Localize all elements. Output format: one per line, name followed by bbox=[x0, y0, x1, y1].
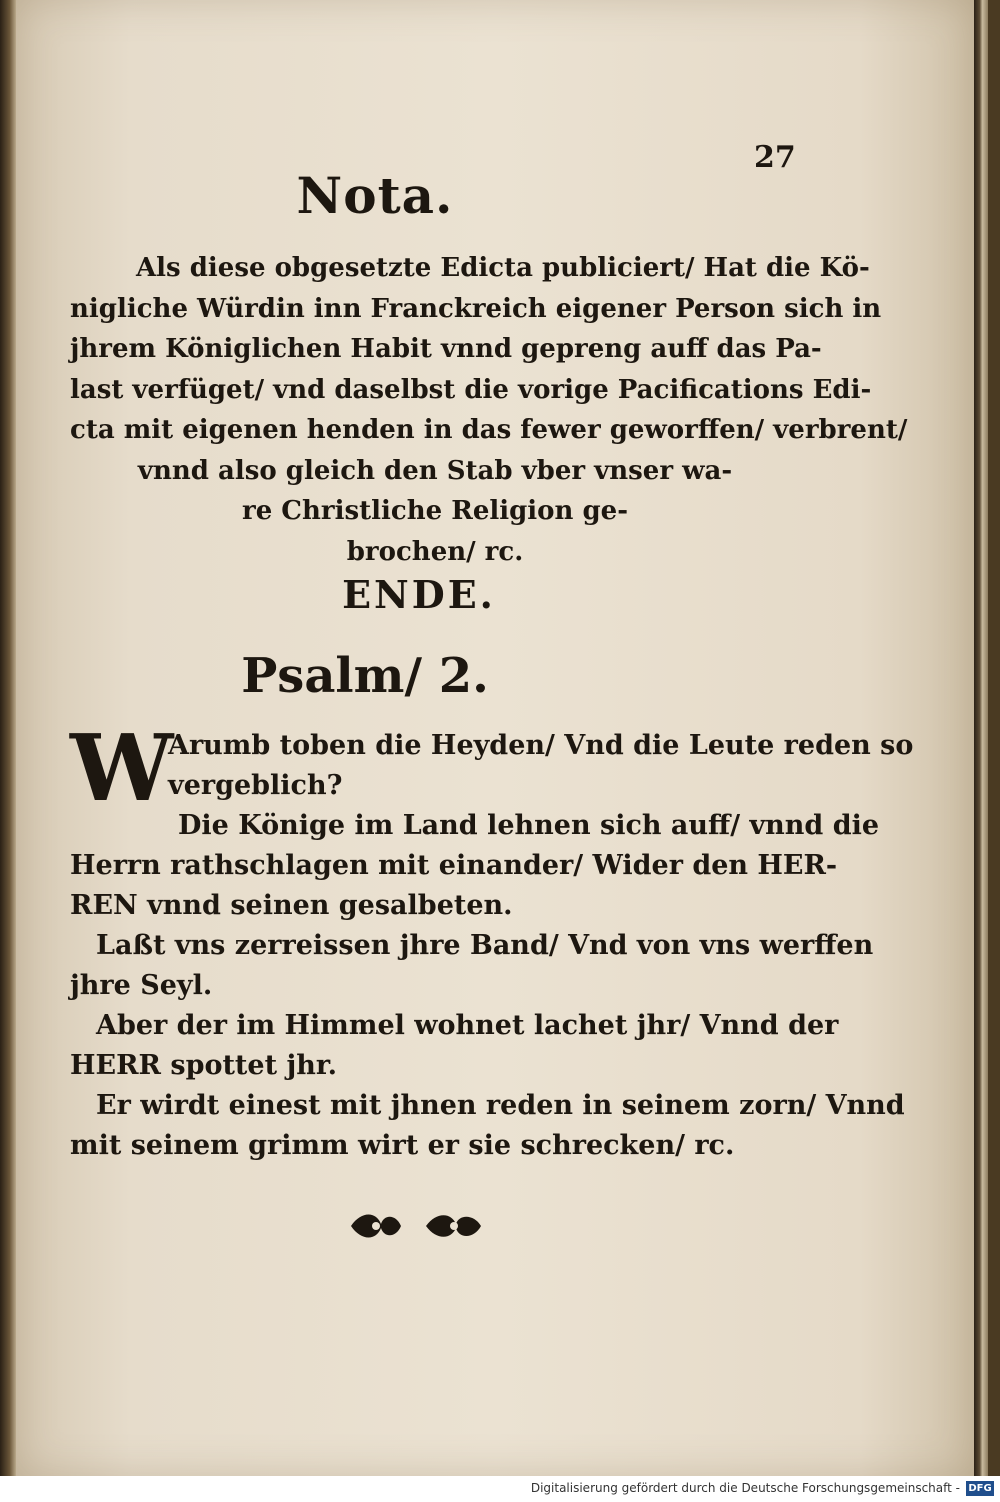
page-title: Nota. bbox=[296, 166, 454, 225]
psalm-line: Laßt vns zerreissen jhre Band/ Vnd von vns werffen bbox=[96, 930, 874, 961]
psalm-line: Aber der im Himmel wohnet lachet jhr/ Vnnd der bbox=[96, 1010, 839, 1041]
nota-line: Als diese obgesetzte Edicta publiciert/ Hat die Kö- bbox=[136, 253, 870, 283]
psalm-line: Arumb toben die Heyden/ Vnd die Leute reden so bbox=[168, 730, 914, 761]
psalm-line: mit seinem grimm wirt er sie schrecken/ rc. bbox=[70, 1130, 735, 1161]
digitization-footer bbox=[0, 1476, 1000, 1502]
psalm-text bbox=[70, 714, 914, 1166]
nota-line: re Christliche Religion ge- bbox=[242, 496, 628, 526]
printer-ornament-icon bbox=[346, 1206, 496, 1246]
psalm-line: Er wirdt einest mit jhnen reden in seinem zorn/ Vnnd bbox=[96, 1090, 905, 1121]
nota-line: nigliche Würdin inn Franckreich eigener Person sich in bbox=[70, 293, 882, 324]
nota-line: jhrem Königlichen Habit vnnd gepreng auff das Pa- bbox=[70, 334, 822, 364]
psalm-line: REN vnnd seinen gesalbeten. bbox=[70, 890, 513, 921]
psalm-line: HERR spottet jhr. bbox=[70, 1050, 337, 1081]
book-page bbox=[16, 0, 974, 1476]
nota-line: cta mit eigenen henden in das fewer geworffen/ verbrent/ bbox=[70, 415, 908, 445]
funding-credit: Digitalisierung gefördert durch die Deutsche Forschungsgemeinschaft - bbox=[530, 1481, 960, 1495]
page-edge bbox=[974, 0, 988, 1476]
nota-line: brochen/ rc. bbox=[346, 536, 524, 567]
psalm-line: Herrn rathschlagen mit einander/ Wider den HER- bbox=[70, 850, 838, 881]
psalm-line: Die Könige im Land lehnen sich auff/ vnnd die bbox=[178, 810, 880, 841]
nota-line: vnnd also gleich den Stab vber vnser wa- bbox=[137, 455, 733, 486]
dfg-logo: DFG bbox=[966, 1481, 994, 1496]
psalm-title: Psalm/ 2. bbox=[241, 648, 489, 704]
ende-heading: ENDE. bbox=[342, 572, 496, 617]
dropcap-letter: W bbox=[70, 714, 174, 822]
psalm-line: jhre Seyl. bbox=[70, 970, 213, 1001]
nota-paragraph bbox=[70, 248, 908, 572]
page-number: 27 bbox=[754, 140, 796, 175]
psalm-line: vergeblich? bbox=[168, 770, 343, 801]
nota-line: last verfüget/ vnd daselbst die vorige Pacifications Edi- bbox=[70, 374, 872, 405]
